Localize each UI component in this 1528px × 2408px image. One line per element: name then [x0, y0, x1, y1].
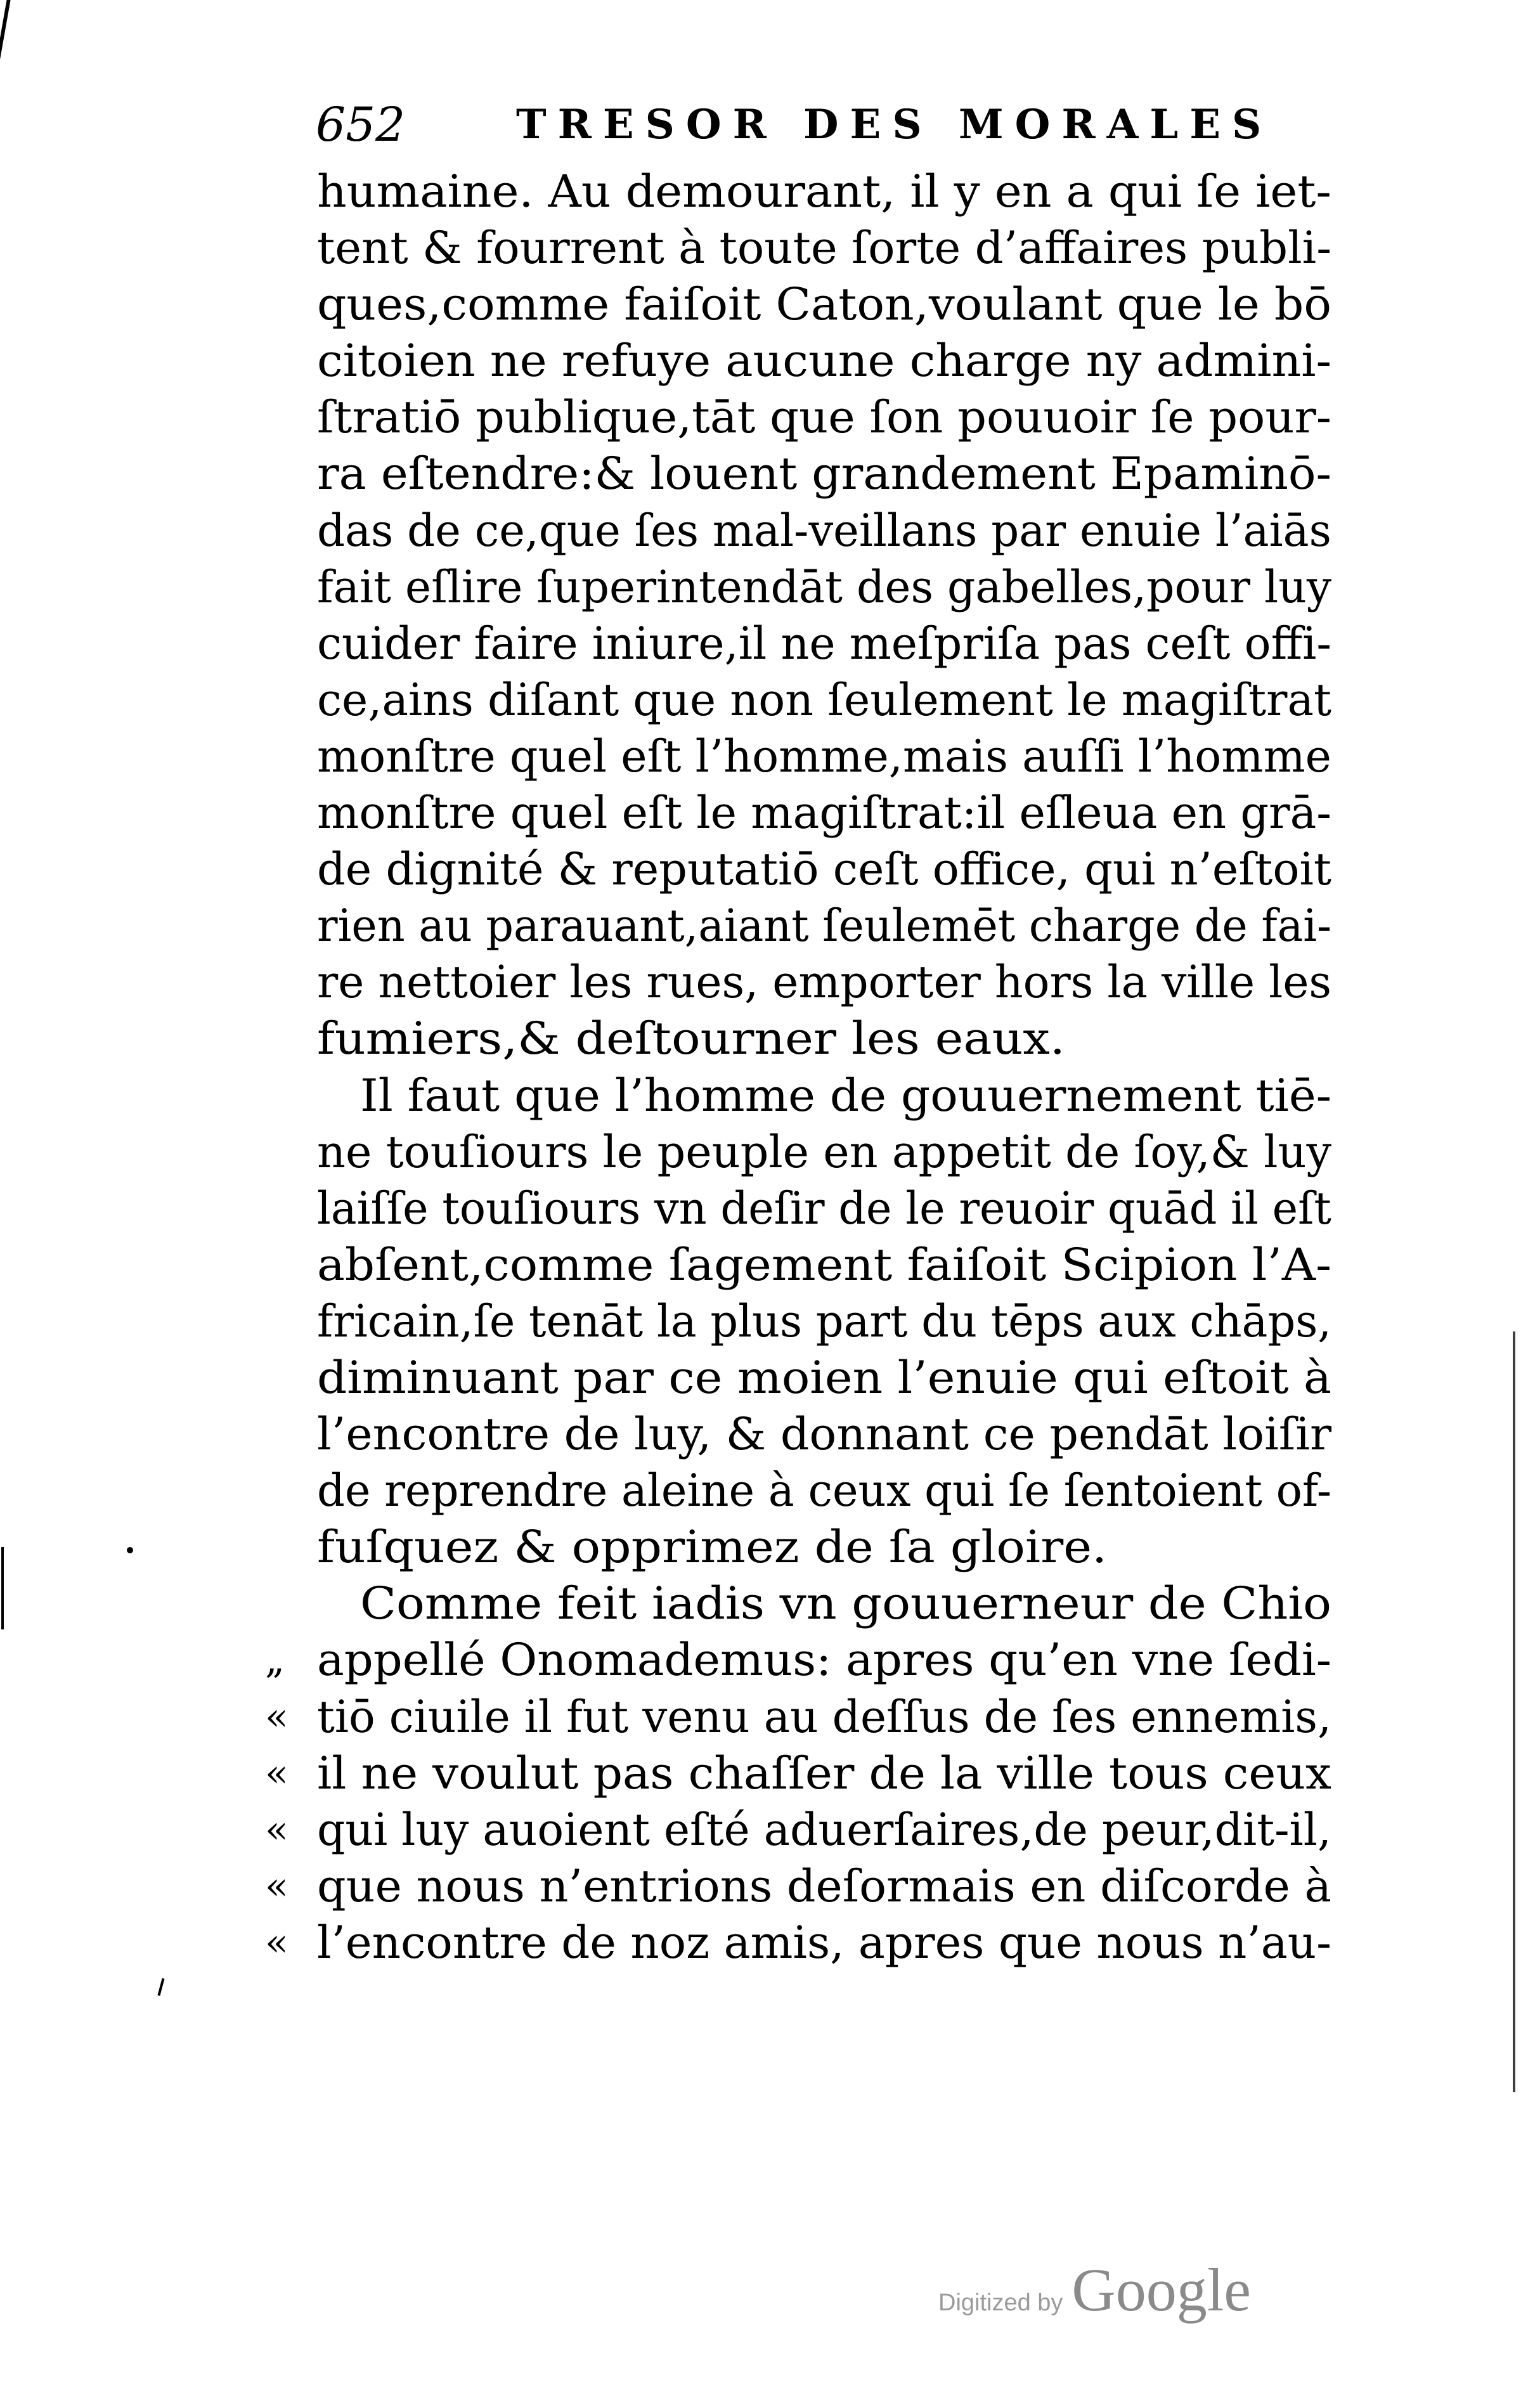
line-text: ſtratiō publique,tāt que ſon pouuoir ſe pour-	[317, 391, 1331, 444]
text-line	[254, 728, 1344, 785]
text-line	[254, 446, 1344, 502]
text-line	[254, 1745, 1344, 1802]
line-text: l’encontre de luy, & donnant ce pendāt loiſir	[317, 1408, 1332, 1461]
page-edge-shadow	[1513, 1331, 1515, 2092]
text-line	[254, 1802, 1344, 1858]
running-title: TRESOR DES MORALES	[516, 101, 1273, 148]
line-text: monſtre quel eſt l’homme,mais auſſi l’homme	[317, 730, 1331, 782]
text-line	[254, 616, 1344, 672]
line-text: fuſquez & opprimez de ſa gloire.	[317, 1521, 1107, 1574]
text-line	[254, 1237, 1344, 1293]
ink-speck	[157, 1978, 164, 1996]
text-line	[254, 1124, 1344, 1181]
text-line	[254, 503, 1344, 559]
digitized-watermark	[938, 2255, 1251, 2331]
line-text: tiō ciuile il fut venu au deſſus de ſes ennemis,	[317, 1690, 1331, 1743]
text-line	[254, 1915, 1344, 1971]
line-text: re nettoier les rues, emporter hors la ville les	[317, 956, 1332, 1009]
line-text: cuider faire iniure,il ne meſpriſa pas ceſt offi-	[317, 617, 1331, 670]
ink-speck	[127, 1547, 133, 1553]
body-text	[254, 164, 1344, 1971]
line-text: Comme feit iadis vn gouuerneur de Chio	[360, 1577, 1332, 1630]
text-line	[254, 954, 1344, 1011]
google-logo: Google	[1072, 2256, 1252, 2324]
line-text: de dignité & reputatiō ceſt office, qui n’eſtoit	[317, 843, 1332, 896]
line-text: fricain,ſe tenāt la plus part du tēps aux chāps,	[317, 1295, 1332, 1347]
line-text: de reprendre aleine à ceux qui ſe ſentoient of-	[317, 1465, 1332, 1517]
text-line	[254, 841, 1344, 898]
page-number: 652	[316, 98, 406, 152]
line-text: il ne voulut pas chaſſer de la ville tous ceux	[317, 1747, 1331, 1799]
text-line	[254, 1293, 1344, 1350]
line-text: Il faut que l’homme de gouuernement tiē-	[360, 1069, 1332, 1122]
line-text: ce,ains diſant que non ſeulement le magiſtrat	[317, 673, 1332, 726]
quotation-mark: „	[265, 1638, 285, 1683]
line-text: humaine. Au demourant, il y en a qui ſe iet-	[317, 165, 1331, 217]
text-line	[254, 1463, 1344, 1519]
line-text: ques,comme faiſoit Caton,voulant que le bō	[317, 278, 1332, 331]
line-text: tent & fourrent à toute ſorte d’affaires publi-	[317, 222, 1332, 275]
line-text: rien au parauant,aiant ſeulemēt charge de fai-	[317, 900, 1332, 952]
text-line	[254, 220, 1344, 276]
line-text: citoien ne refuye aucune charge ny admini-	[317, 335, 1332, 387]
line-text: abſent,comme ſagement faiſoit Scipion l’A-	[317, 1238, 1331, 1291]
quotation-mark: «	[265, 1694, 288, 1739]
text-line	[254, 1858, 1344, 1915]
line-text: appellé Onomademus: apres qu’en vne ſedi-	[317, 1634, 1332, 1686]
text-line	[254, 898, 1344, 954]
line-text: monſtre quel eſt le magiſtrat:il eſleua en grā-	[317, 787, 1331, 839]
text-line	[254, 1068, 1344, 1124]
text-line	[254, 1632, 1344, 1688]
text-line	[254, 276, 1344, 333]
text-line	[254, 1406, 1344, 1463]
line-text: fumiers,& deſtourner les eaux.	[317, 1013, 1065, 1065]
text-line	[254, 1011, 1344, 1067]
text-line	[254, 1181, 1344, 1237]
quotation-mark: «	[265, 1751, 288, 1796]
text-line	[254, 559, 1344, 616]
page-edge-mark	[1, 1547, 4, 1629]
line-text: qui luy auoient eſté aduerſaires,de peur,dit-il,	[317, 1803, 1331, 1856]
text-line	[254, 1689, 1344, 1745]
line-text: l’encontre de noz amis, apres que nous n’au-	[317, 1916, 1331, 1969]
text-line	[254, 333, 1344, 389]
line-text: das de ce,que ſes mal-veillans par enuie l’aiās	[317, 504, 1331, 557]
text-line	[254, 785, 1344, 841]
text-line	[254, 389, 1344, 446]
line-text: laiſſe touſiours vn deſir de le reuoir quād il eſt	[317, 1182, 1331, 1234]
text-line	[254, 1576, 1344, 1632]
quotation-mark: «	[265, 1920, 288, 1965]
page-edge-mark	[0, 0, 11, 76]
text-line	[254, 672, 1344, 728]
quotation-mark: «	[265, 1807, 288, 1852]
text-line	[254, 1350, 1344, 1406]
text-line	[254, 1519, 1344, 1576]
digitized-label: Digitized by	[938, 2289, 1063, 2316]
line-text: diminuant par ce moien l’enuie qui eſtoit à	[317, 1351, 1332, 1404]
line-text: ne touſiours le peuple en appetit de ſoy,& luy	[317, 1125, 1332, 1178]
line-text: que nous n’entrions deſormais en diſcorde à	[317, 1860, 1331, 1912]
page-header	[316, 90, 1273, 160]
text-line	[254, 164, 1344, 220]
quotation-mark: «	[265, 1863, 288, 1908]
line-text: fait eſlire ſuperintendāt des gabelles,pour luy	[317, 560, 1332, 613]
line-text: ra eſtendre:& louent grandement Epaminō-	[317, 448, 1332, 500]
